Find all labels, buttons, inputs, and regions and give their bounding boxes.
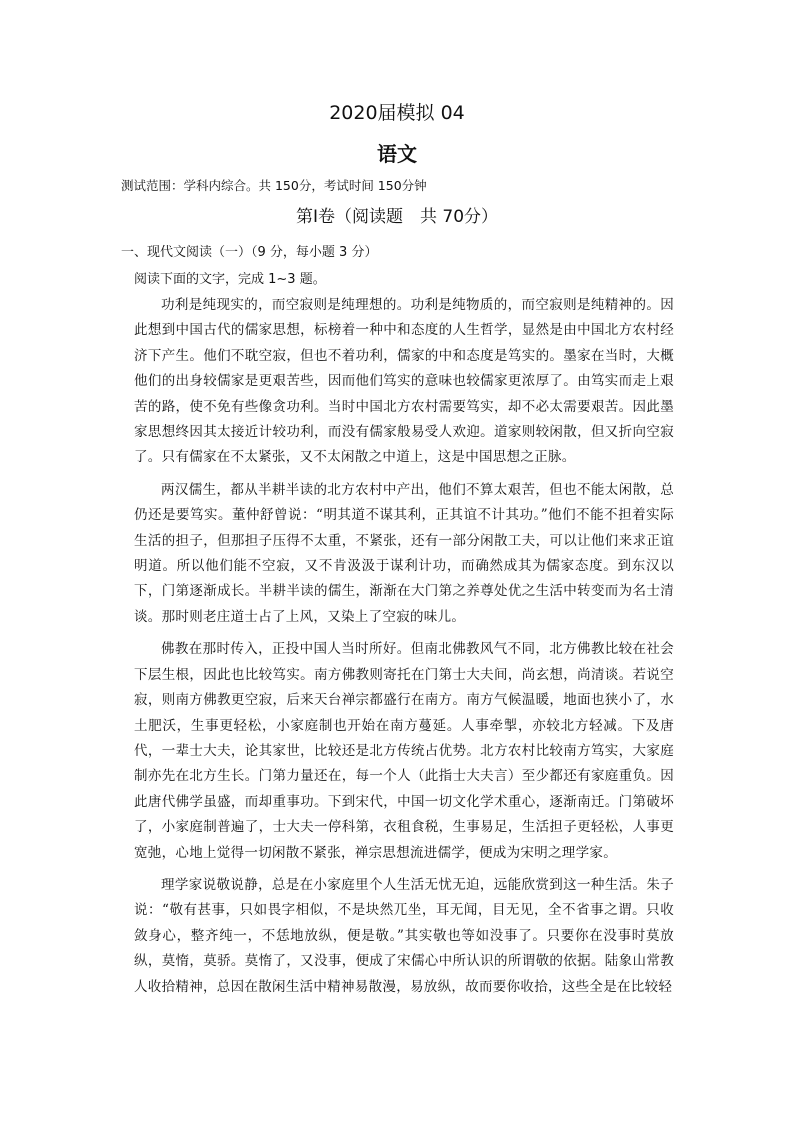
passage-paragraph-3: 佛教在那时传入，正投中国人当时所好。但南北佛教风气不同，北方佛教比较在社会下层生根，因此也比较笃实。南方佛教则寄托在门第士大夫间，尚玄想，尚清谈。若说空寂，则南方佛教更空寂，后来天台禅宗都盛行在南方。南方气候温暖，地面也狭小了，水土肥沃，生事更轻松，小家庭制也开始在南方蔓延。人事牵掣，亦较北方轻减。下及唐代，一辈士大夫，论其家世，比较还是北方传统占优势。北方农村比较南方笃实，大家庭制亦先在北方生长。门第力量还在，每一个人（此指士大夫言）至少都还有家庭重负。因此唐代佛学虽盛，而却重事功。下到宋代，中国一切文化学术重心，逐渐南迁。门第破坏了，小家庭制普遍了，士大夫一停科第，衣租食税，生事易足，生活担子更轻松，人事更宽弛，心地上觉得一切闲散不紧张，禅宗思想流进儒学，便成为宋明之理学家。 (134, 641, 674, 861)
passage-paragraph-1: 功利是纯现实的，而空寂则是纯理想的。功利是纯物质的，而空寂则是纯精神的。因此想到中国古代的儒家思想，标榜着一种中和态度的人生哲学，显然是由中国北方农村经济下产生。他们不耽空寂，但也不着功利，儒家的中和态度是笃实的。墨家在当时，大概他们的出身较儒家是更艰苦些，因而他们笃实的意味也较儒家更浓厚了。由笃实而走上艰苦的路，使不免有些像贪功利。当时中国北方农村需要笃实，却不必太需要艰苦。因此墨家思想终因其太接近计较功利，而没有儒家般易受人欢迎。道家则较闲散，但又折向空寂了。只有儒家在不太紧张，又不太闲散之中道上，这是中国思想之正脉。 (134, 297, 674, 466)
test-scope-line: 测试范围：学科内综合。共 150分，考试时间 150分钟 (121, 178, 427, 193)
reading-instruction: 阅读下面的文字，完成 1~3 题。 (134, 272, 326, 287)
subject-heading: 语文 (377, 142, 417, 166)
volume-heading: 第Ⅰ卷（阅读题 共 70分） (295, 207, 499, 227)
reading-passage (134, 293, 674, 1007)
passage-paragraph-4: 理学家说敬说静，总是在小家庭里个人生活无忧无迫，远能欣赏到这一种生活。朱子说：“敬有甚事，只如畏字相似，不是块然兀坐，耳无闻，目无见，全不省事之谓。只收敛身心，整齐纯一，不恁地放纵，便是敬。”其实敬也等如没事了。只要你在没事时莫放纵，莫惰，莫骄。莫惰了，又没事，便成了宋儒心中所认识的所谓敬的依据。陆象山常教人收拾精神，总因在散闲生活中精神易散漫，易放纵，故而要你收拾，这些全是在比较轻 (134, 876, 674, 995)
section-heading: 一、现代文阅读（一）（9 分，每小题 3 分） (121, 245, 378, 260)
passage-paragraph-2: 两汉儒生，都从半耕半读的北方农村中产出，他们不算太艰苦，但也不能太闲散，总仍还是要笃实。董仲舒曾说：“明其道不谋其利，正其谊不计其功。”他们不能不担着实际生活的担子，但那担子压得不太重，不紧张，还有一部分闲散工夫，可以让他们来求正谊明道。所以他们能不空寂，又不肯汲汲于谋利计功，而确然成其为儒家态度。到东汉以下，门第逐渐成长。半耕半读的儒生，渐渐在大门第之养尊处优之生活中转变而为名士清谈。那时则老庄道士占了上风，又染上了空寂的味儿。 (134, 481, 674, 625)
exam-title: 2020届模拟 04 (329, 102, 465, 124)
